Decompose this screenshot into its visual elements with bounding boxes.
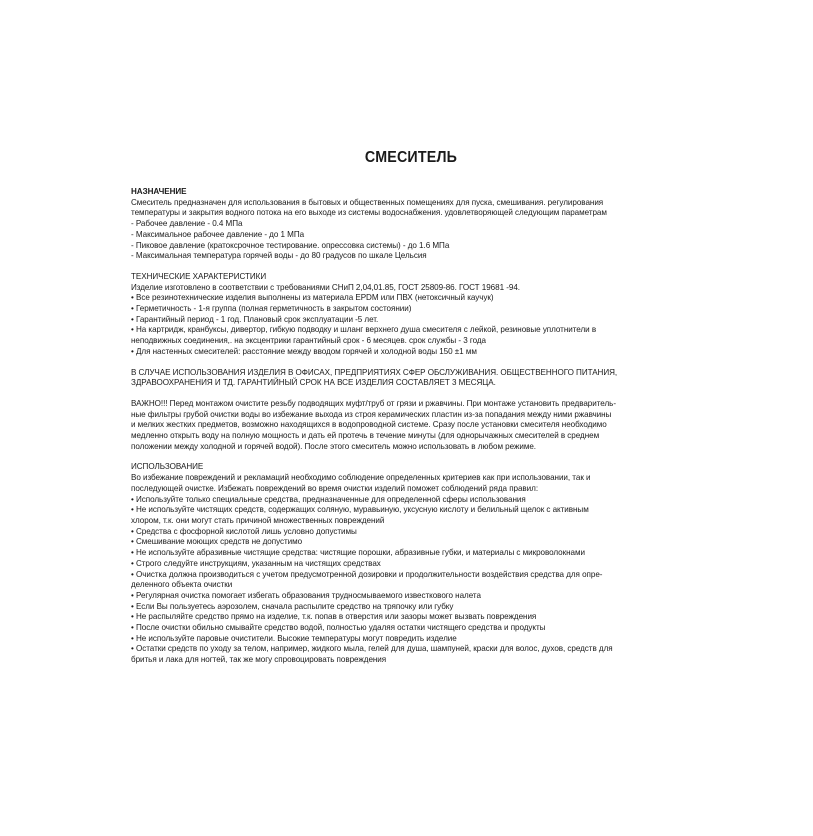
page-title: СМЕСИТЕЛЬ xyxy=(364,149,458,166)
text-line: В СЛУЧАЕ ИСПОЛЬЗОВАНИЯ ИЗДЕЛИЯ В ОФИСАХ, ПРЕДПРИЯТИЯХ СФЕР ОБСЛУЖИВАНИЯ. ОБЩЕСТВЕННОГО ПИТАНИЯ, xyxy=(131,367,618,377)
text-line: • Не распыляйте средство прямо на изделие, т.к. попав в отверстия или зазоры может вызвать повреждения xyxy=(131,612,537,622)
text-line: • Средства с фосфорной кислотой лишь условно допустимы xyxy=(131,526,357,536)
text-line: - Максимальная температура горячей воды - до 80 градусов по шкале Цельсия xyxy=(131,251,427,261)
text-line: положении между холодной и горячей водой). После этого смеситель можно использовать в любом режиме. xyxy=(131,441,536,451)
purpose-heading: НАЗНАЧЕНИЕ xyxy=(131,187,187,196)
text-line: и мелких жестких предметов, возможно находящихся в водопроводной системе. Сразу после установки смесителя необходимо xyxy=(131,420,607,430)
usage-heading: ИСПОЛЬЗОВАНИЕ xyxy=(131,462,204,472)
warning-lines xyxy=(131,399,691,453)
notice-lines xyxy=(131,368,691,389)
text-line: • Не используйте паровые очистители. Высокие температуры могут повредить изделие xyxy=(131,633,457,643)
text-line: деленного объекта очистки xyxy=(131,580,233,590)
specs-heading: ТЕХНИЧЕСКИЕ ХАРАКТЕРИСТИКИ xyxy=(131,271,267,281)
purpose-section xyxy=(131,187,691,262)
text-line: последующей очистке. Избежать повреждений во время очистки изделий поможет соблюдений ряда правил: xyxy=(131,483,539,493)
text-line: • После очистки обильно смывайте средство водой, полностью удаляя остатки чистящего средства и продукты xyxy=(131,623,546,633)
specs-lines xyxy=(131,283,691,358)
usage-section xyxy=(131,462,691,665)
text-line: • Смешивание моющих средств не допустимо xyxy=(131,537,303,547)
installation-warning xyxy=(131,399,691,453)
text-line: • Все резинотехнические изделия выполнены из материала EPDM или ПВХ (нетоксичный каучук) xyxy=(131,293,494,303)
commercial-use-notice xyxy=(131,368,691,389)
document-body xyxy=(131,148,691,676)
text-line: • Гарантийный период - 1 год. Плановый срок эксплуатации -5 лет. xyxy=(131,314,379,324)
text-line: ЗДРАВООХРАНЕНИЯ И ТД. ГАРАНТИЙНЫЙ СРОК НА ВСЕ ИЗДЕЛИЯ СОСТАВЛЯЕТ 3 МЕСЯЦА. xyxy=(131,378,496,388)
text-line: • На картридж, кранбуксы, дивертор, гибкую подводку и шланг верхнего душа смесителя с лейкой, резиновые уплотнители в xyxy=(131,325,597,335)
text-line: медленно открыть воду на полную мощность и дать ей протечь в течение минуты (для однорычажных смесителей в среднем xyxy=(131,431,600,441)
text-line: • Для настенных смесителей: расстояние между вводом горячей и холодной воды 150 ±1 мм xyxy=(131,346,477,356)
text-line: - Максимальное рабочее давление - до 1 МПа xyxy=(131,229,305,239)
text-line: - Пиковое давление (кратоксрочное тестирование. опрессовка системы) - до 1.6 МПа xyxy=(131,240,450,250)
text-line: • Регулярная очистка помогает избегать образования трудносмываемого известкового налета xyxy=(131,590,481,600)
text-line: • Если Вы пользуетесь аэрозолем, сначала распылите средство на тряпочку или губку xyxy=(131,601,454,611)
text-line: • Используйте только специальные средства, предназначенные для определенной сферы использования xyxy=(131,494,526,504)
text-line: температуры и закрытия водного потока на его выходе из системы водоснабжения. удовлетворяющей следующим параметрам xyxy=(131,208,607,218)
purpose-lines xyxy=(131,198,691,262)
specs-section xyxy=(131,272,691,358)
text-line: • Очистка должна производиться с учетом предусмотренной дозировки и продолжительности воздействия средства для опре- xyxy=(131,569,603,579)
text-line: неподвижных соединения,. на эксцентрики гарантийный срок - 6 месяцев. срок службы - 3 года xyxy=(131,336,486,346)
text-line: • Герметичность - 1-я группа (полная герметичность в закрытом состоянии) xyxy=(131,304,412,314)
text-line: Изделие изготовлено в соответствии с требованиями СНиП 2,04,01.85, ГОСТ 25809-86. ГОСТ 19681 -94. xyxy=(131,282,520,292)
text-line: Смеситель предназначен для использования в бытовых и общественных помещениях для пуска, смешивания. регулирования xyxy=(131,197,604,207)
text-line: бритья и лака для ногтей, так же могу спровоцировать повреждения xyxy=(131,655,387,665)
text-line: ВАЖНО!!! Перед монтажом очистите резьбу подводящих муфт/труб от грязи и ржавчины. При монтаже установить предваритель- xyxy=(131,398,616,408)
usage-lines xyxy=(131,473,691,666)
text-line: • Не используйте абразивные чистящие средства: чистящие порошки, абразивные губки, и материалы с микроволокнами xyxy=(131,548,585,558)
text-line: хлором, т.к. они могут стать причиной множественных повреждений xyxy=(131,515,385,525)
text-line: Во избежание повреждений и рекламаций необходимо соблюдение определенных критериев как при использовании, так и xyxy=(131,473,591,483)
text-line: • Остатки средств по уходу за телом, например, жидкого мыла, гелей для душа, шампуней, краски для волос, духов, средств для xyxy=(131,644,613,654)
text-line: • Не используйте чистящих средств, содержащих соляную, муравьиную, уксусную кислоту и белильный щелок с активным xyxy=(131,505,589,515)
text-line: - Рабочее давление - 0.4 МПа xyxy=(131,219,243,229)
text-line: ные фильтры грубой очистки воды во избежание выхода из строя керамических пластин из-за попадания между ними ржавчины xyxy=(131,409,612,419)
text-line: • Строго следуйте инструкциям, указанным на чистящих средствах xyxy=(131,558,381,568)
